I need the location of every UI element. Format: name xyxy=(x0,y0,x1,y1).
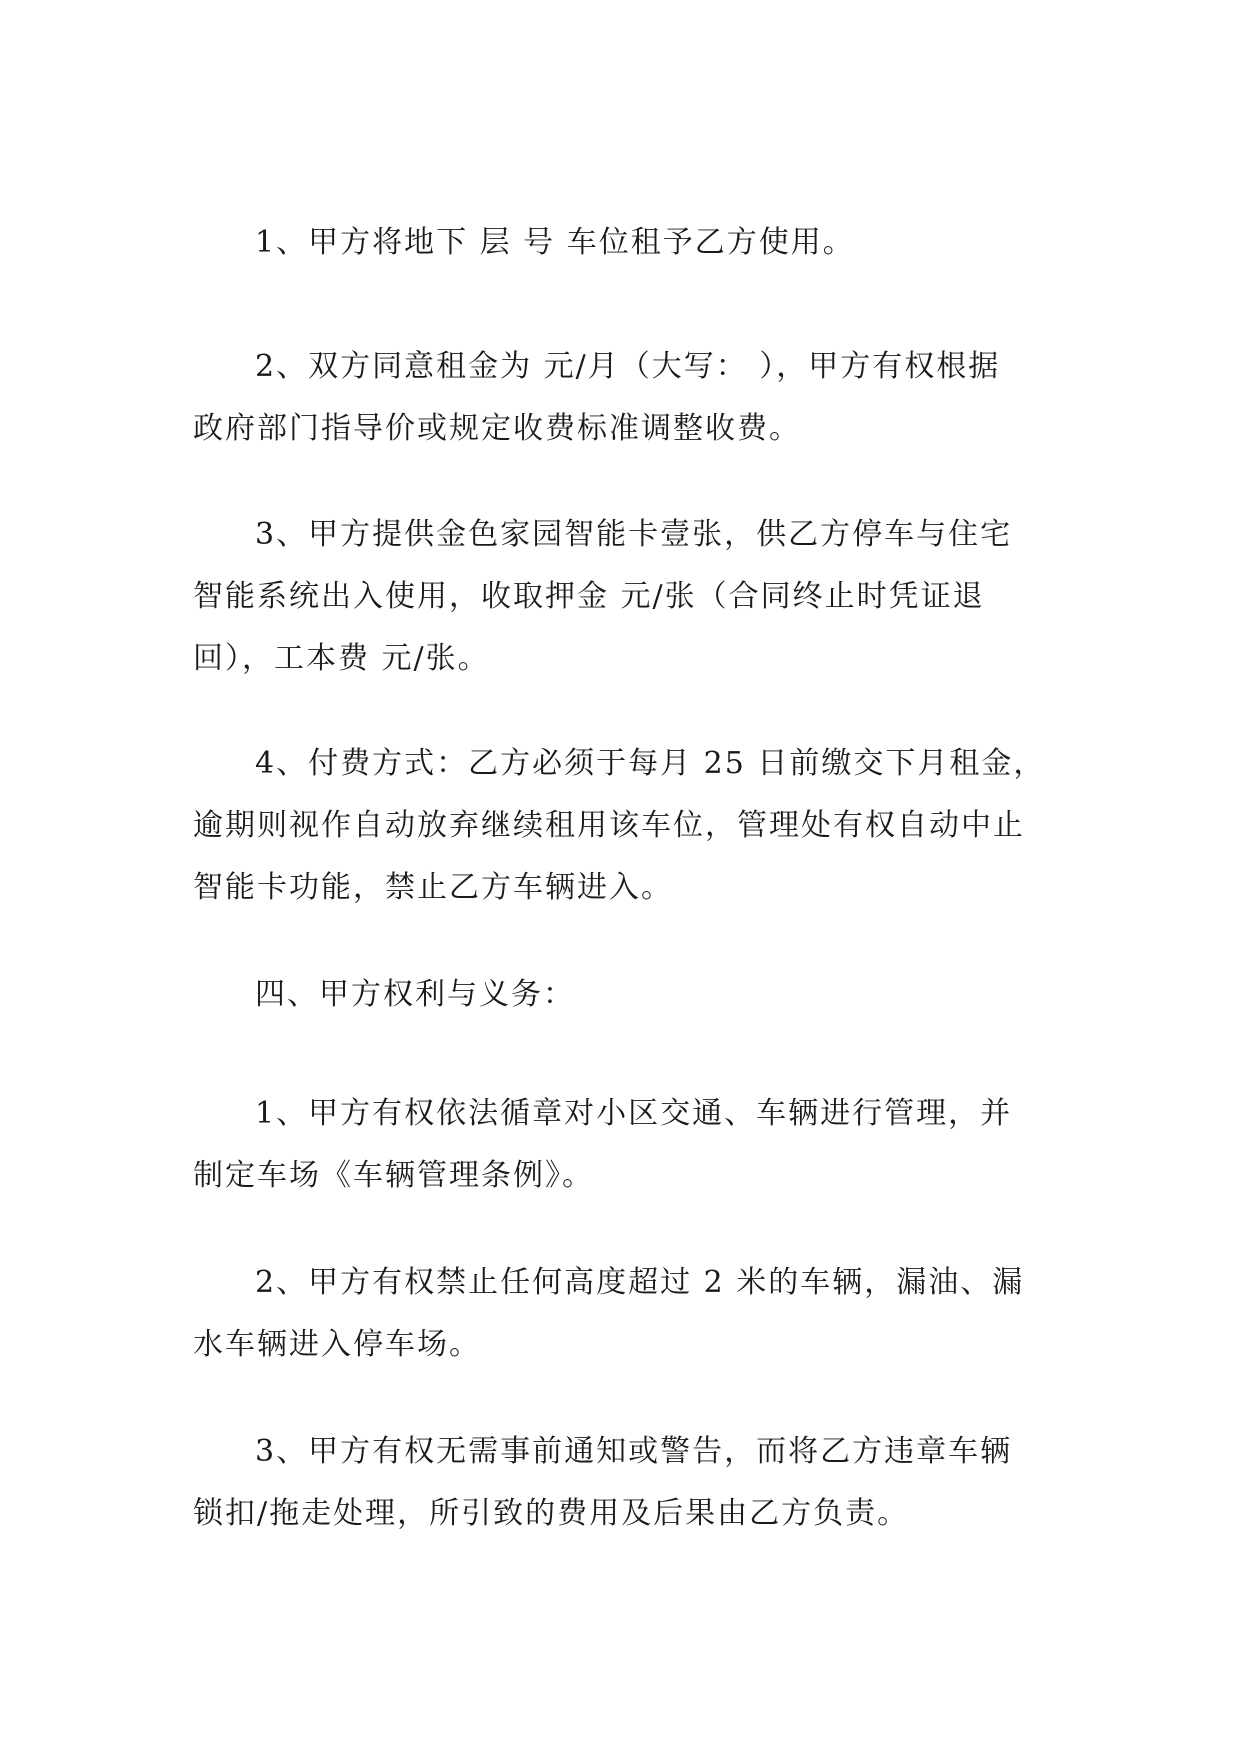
clause-2-rent xyxy=(193,336,1053,460)
rights-clause-3-towing xyxy=(193,1421,1053,1545)
section-heading: 四、甲方权利与义务： xyxy=(255,977,575,1012)
text-line: 1、甲方将地下 层 号 车位租予乙方使用。 xyxy=(255,225,855,260)
rights-clause-1-management xyxy=(193,1083,1053,1207)
text-line: 回），工本费 元/张。 xyxy=(193,641,490,676)
text-line: 智能系统出入使用，收取押金 元/张（合同终止时凭证退 xyxy=(193,579,985,614)
text-line: 1、甲方有权依法循章对小区交通、车辆进行管理，并 xyxy=(255,1096,1013,1131)
text-line: 3、甲方有权无需事前通知或警告，而将乙方违章车辆 xyxy=(255,1434,1013,1469)
clause-3-smart-card xyxy=(193,504,1053,690)
text-line: 逾期则视作自动放弃继续租用该车位，管理处有权自动中止 xyxy=(193,808,1025,843)
text-line: 制定车场《车辆管理条例》。 xyxy=(193,1158,594,1193)
clause-4-payment-method xyxy=(193,733,1053,919)
text-line: 锁扣/拖走处理，所引致的费用及后果由乙方负责。 xyxy=(193,1496,910,1531)
text-line: 水车辆进入停车场。 xyxy=(193,1327,481,1362)
text-line: 2、甲方有权禁止任何高度超过 2 米的车辆，漏油、漏 xyxy=(255,1265,1025,1300)
text-line: 智能卡功能，禁止乙方车辆进入。 xyxy=(193,870,673,905)
text-line: 3、甲方提供金色家园智能卡壹张，供乙方停车与住宅 xyxy=(255,517,1013,552)
section-heading-party-a-rights xyxy=(193,964,1053,1026)
rights-clause-2-vehicle-restriction xyxy=(193,1252,1053,1376)
text-line: 4、付费方式：乙方必须于每月 25 日前缴交下月租金， xyxy=(255,746,1046,781)
text-line: 2、双方同意租金为 元/月（大写： ），甲方有权根据 xyxy=(255,349,1001,384)
clause-1-parking-space xyxy=(193,212,1053,274)
text-line: 政府部门指导价或规定收费标准调整收费。 xyxy=(193,411,801,446)
